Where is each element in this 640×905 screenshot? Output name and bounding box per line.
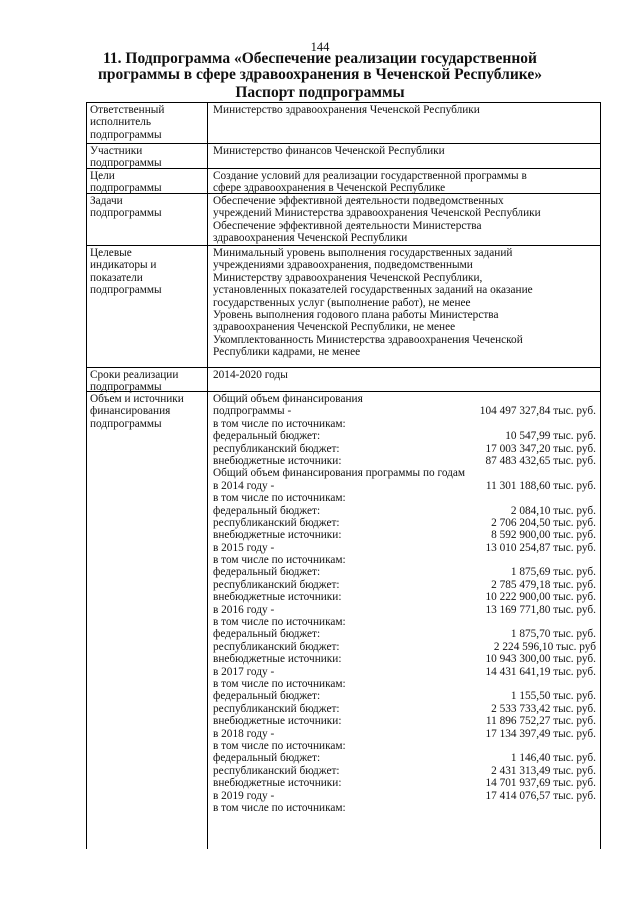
row-value-line: здравоохранения Чеченской Республики, не менее xyxy=(213,321,456,334)
subtitle: Паспорт подпрограммы xyxy=(235,84,405,101)
finance-line xyxy=(213,690,596,702)
finance-label: федеральный бюджет: xyxy=(213,752,321,765)
finance-line xyxy=(213,641,596,653)
row-label-line: исполнитель xyxy=(90,116,152,129)
row-value xyxy=(213,369,596,381)
finance-line xyxy=(213,505,596,517)
row-label-line: подпрограммы xyxy=(90,128,162,141)
finance-amount: 11 896 752,27 тыс. руб. xyxy=(485,715,596,728)
finance-line xyxy=(213,604,596,616)
row-value-line: Обеспечение эффективной деятельности Министерства xyxy=(213,219,482,232)
page-title xyxy=(0,51,640,83)
finance-amount: 2 706 204,50 тыс. руб. xyxy=(491,516,596,529)
row-label-line: индикаторы и xyxy=(90,259,157,272)
row-label-line: Целевые xyxy=(90,247,132,259)
finance-amount: 1 146,40 тыс. руб. xyxy=(510,752,596,765)
row-label-line: Задачи xyxy=(90,195,123,207)
row-value xyxy=(213,170,596,195)
row-label-line: Ответственный xyxy=(90,104,165,116)
finance-label: в том числе по источникам: xyxy=(213,492,346,505)
finance-line xyxy=(213,740,596,752)
finance-label: Общий объем финансирования xyxy=(213,393,363,405)
finance-label: федеральный бюджет: xyxy=(213,690,321,703)
row-label-line: показатели xyxy=(90,271,143,284)
finance-label: федеральный бюджет: xyxy=(213,628,321,641)
row-value-line: Министерству здравоохранения Чеченской Республики, xyxy=(213,271,483,284)
row-label-line: Объем и источники xyxy=(90,393,184,405)
finance-line xyxy=(213,554,596,566)
finance-label: в 2019 году - xyxy=(213,789,275,802)
page-number: 144 xyxy=(310,40,330,54)
row-label-line: подпрограммы xyxy=(90,182,162,195)
finance-lines xyxy=(213,393,596,814)
finance-amount: 2 431 313,49 тыс. руб. xyxy=(491,764,596,777)
finance-amount: 104 497 327,84 тыс. руб. xyxy=(479,405,596,418)
table-row xyxy=(87,368,600,392)
finance-label: в 2014 году - xyxy=(213,479,275,492)
row-value xyxy=(213,247,596,359)
finance-line xyxy=(213,405,596,417)
finance-line xyxy=(213,542,596,554)
table-row xyxy=(87,246,600,368)
finance-amount: 10 547,99 тыс. руб. xyxy=(505,430,596,443)
finance-line xyxy=(213,777,596,789)
finance-amount: 1 875,70 тыс. руб. xyxy=(510,628,596,641)
row-value xyxy=(213,195,596,245)
finance-label: внебюджетные источники: xyxy=(213,777,342,790)
finance-line xyxy=(213,455,596,467)
finance-label: республиканский бюджет: xyxy=(213,516,340,529)
finance-label: в 2015 году - xyxy=(213,541,275,554)
finance-label: республиканский бюджет: xyxy=(213,764,340,777)
finance-label: внебюджетные источники: xyxy=(213,591,342,604)
row-value-line: Обеспечение эффективной деятельности подведомственных xyxy=(213,195,504,207)
title-line: 11. Подпрограмма «Обеспечение реализации государственной xyxy=(103,50,537,67)
table-row xyxy=(87,169,600,194)
finance-amount: 2 785 479,18 тыс. руб. xyxy=(491,578,596,591)
finance-line xyxy=(213,666,596,678)
row-value-line: Укомплектованность Министерства здравоохранения Чеченской xyxy=(213,333,523,346)
finance-line xyxy=(213,752,596,764)
row-label xyxy=(90,170,204,195)
row-value-line: учреждений Министерства здравоохранения Чеченской Республики xyxy=(213,207,541,220)
finance-amount: 17 003 347,20 тыс. руб. xyxy=(485,442,596,455)
finance-amount: 13 010 254,87 тыс. руб. xyxy=(485,541,596,554)
finance-label: республиканский бюджет: xyxy=(213,578,340,591)
finance-line xyxy=(213,430,596,442)
row-value-line: Минимальный уровень выполнения государственных заданий xyxy=(213,247,513,259)
finance-label: федеральный бюджет: xyxy=(213,504,321,517)
row-value-line: здравоохранения Чеченской Республики xyxy=(213,232,408,245)
finance-amount: 10 222 900,00 тыс. руб. xyxy=(485,591,596,604)
finance-line xyxy=(213,628,596,640)
finance-label: республиканский бюджет: xyxy=(213,640,340,653)
row-label-line: финансирования xyxy=(90,405,171,418)
finance-label: республиканский бюджет: xyxy=(213,442,340,455)
finance-label: в 2017 году - xyxy=(213,665,275,678)
finance-line xyxy=(213,480,596,492)
finance-label: подпрограммы - xyxy=(213,405,292,418)
finance-line xyxy=(213,418,596,430)
finance-label: в том числе по источникам: xyxy=(213,554,346,567)
finance-amount: 2 533 733,42 тыс. руб. xyxy=(491,702,596,715)
row-value-line: Создание условий для реализации государственной программы в xyxy=(213,170,527,182)
finance-line xyxy=(213,591,596,603)
row-value-line: 2014-2020 годы xyxy=(213,369,288,381)
row-value-line: Республики кадрами, не менее xyxy=(213,346,361,359)
finance-label: внебюджетные источники: xyxy=(213,529,342,542)
finance-line xyxy=(213,715,596,727)
row-label-line: подпрограммы xyxy=(90,157,162,170)
finance-label: Общий объем финансирования программы по годам xyxy=(213,467,466,480)
table-row xyxy=(87,103,600,144)
title-line: программы в сфере здравоохранения в Чеченской Республике» xyxy=(98,66,542,83)
table-row-finance xyxy=(87,392,600,849)
row-label-line: подпрограммы xyxy=(90,207,162,220)
finance-amount: 1 155,50 тыс. руб. xyxy=(510,690,596,703)
finance-amount: 1 875,69 тыс. руб. xyxy=(510,566,596,579)
row-label-line: Цели xyxy=(90,170,115,182)
row-label xyxy=(90,195,204,220)
row-value-line: установленных показателей государственных заданий на оказание xyxy=(213,284,533,297)
finance-label: федеральный бюджет: xyxy=(213,566,321,579)
finance-amount: 10 943 300,00 тыс. руб. xyxy=(485,653,596,666)
row-value-line: Министерство здравоохранения Чеченской Республики xyxy=(213,104,480,116)
finance-line xyxy=(213,467,596,479)
finance-amount: 14 701 937,69 тыс. руб. xyxy=(485,777,596,790)
table-row xyxy=(87,194,600,246)
finance-amount: 17 414 076,57 тыс. руб. xyxy=(485,789,596,802)
row-label-line: Участники xyxy=(90,145,143,157)
row-label-line: Сроки реализации xyxy=(90,369,179,381)
finance-label: внебюджетные источники: xyxy=(213,715,342,728)
finance-line xyxy=(213,765,596,777)
finance-amount: 17 134 397,49 тыс. руб. xyxy=(485,727,596,740)
table-row xyxy=(87,144,600,169)
finance-line xyxy=(213,703,596,715)
row-label xyxy=(90,104,204,141)
finance-label: республиканский бюджет: xyxy=(213,702,340,715)
finance-label: в том числе по источникам: xyxy=(213,677,346,690)
finance-label: в 2018 году - xyxy=(213,727,275,740)
finance-line xyxy=(213,443,596,455)
finance-line xyxy=(213,579,596,591)
row-label-line: подпрограммы xyxy=(90,417,162,430)
finance-label: в том числе по источникам: xyxy=(213,801,346,814)
finance-label: федеральный бюджет: xyxy=(213,430,321,443)
finance-amount: 87 483 432,65 тыс. руб. xyxy=(485,454,596,467)
row-label xyxy=(90,145,204,170)
finance-label: в том числе по источникам: xyxy=(213,616,346,629)
finance-line xyxy=(213,492,596,504)
finance-line xyxy=(213,802,596,814)
finance-line xyxy=(213,517,596,529)
finance-line xyxy=(213,678,596,690)
row-label xyxy=(90,393,204,430)
finance-line xyxy=(213,653,596,665)
passport-table xyxy=(86,102,601,849)
row-value-line: государственных услуг (выполнение работ), не менее xyxy=(213,296,471,309)
row-value xyxy=(213,104,596,116)
row-value-line: сфере здравоохранения в Чеченской Республике xyxy=(213,182,446,195)
finance-amount: 14 431 641,19 тыс. руб. xyxy=(485,665,596,678)
finance-amount: 2 084,10 тыс. руб. xyxy=(510,504,596,517)
finance-line xyxy=(213,393,596,405)
row-value xyxy=(213,145,596,157)
finance-line xyxy=(213,790,596,802)
finance-line xyxy=(213,566,596,578)
row-label-line: подпрограммы xyxy=(90,381,162,394)
finance-amount: 2 224 596,10 тыс. руб xyxy=(493,640,596,653)
row-label-line: подпрограммы xyxy=(90,284,162,297)
finance-label: внебюджетные источники: xyxy=(213,653,342,666)
finance-label: в том числе по источникам: xyxy=(213,739,346,752)
row-value-line: Уровень выполнения годового плана работы Министерства xyxy=(213,308,499,321)
finance-label: в том числе по источникам: xyxy=(213,417,346,430)
finance-label: внебюджетные источники: xyxy=(213,454,342,467)
finance-amount: 13 169 771,80 тыс. руб. xyxy=(485,603,596,616)
row-label xyxy=(90,247,204,297)
finance-amount: 11 301 188,60 тыс. руб. xyxy=(485,479,596,492)
row-label xyxy=(90,369,204,394)
row-value-line: учреждениями здравоохранения, подведомственными xyxy=(213,259,473,272)
finance-label: в 2016 году - xyxy=(213,603,275,616)
row-value-line: Министерство финансов Чеченской Республики xyxy=(213,145,445,157)
finance-line xyxy=(213,529,596,541)
finance-amount: 8 592 900,00 тыс. руб. xyxy=(491,529,596,542)
finance-line xyxy=(213,616,596,628)
finance-line xyxy=(213,728,596,740)
